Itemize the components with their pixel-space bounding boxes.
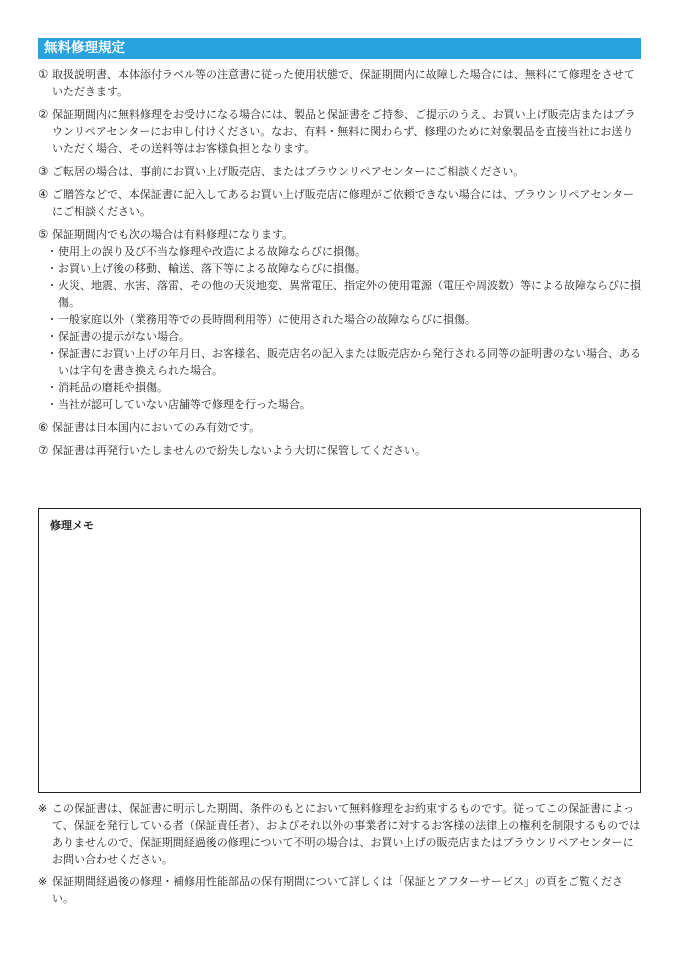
- repair-memo-box: [38, 508, 641, 793]
- condition-item: [38, 379, 641, 396]
- item-number: ②: [38, 107, 49, 121]
- note-mark: ※: [38, 802, 48, 815]
- section-title: 無料修理規定: [38, 38, 641, 59]
- condition-item: [38, 277, 641, 311]
- condition-text: 保証書の提示がない場合。: [58, 330, 190, 343]
- condition-text: 使用上の誤り及び不当な修理や改造による故障ならびに損傷。: [58, 245, 366, 258]
- condition-item: [38, 328, 641, 345]
- condition-text: お買い上げ後の移動、輸送、落下等による故障ならびに損傷。: [58, 262, 366, 275]
- condition-text: 当社が認可していない店舗等で修理を行った場合。: [58, 398, 311, 411]
- item-number: ⑤: [38, 227, 49, 241]
- condition-item: [38, 243, 641, 260]
- item-number: ③: [38, 164, 49, 178]
- item-number: ⑦: [38, 443, 49, 457]
- footnotes: [38, 800, 641, 912]
- terms-item-1: [38, 66, 641, 100]
- terms-item-5: [38, 226, 641, 413]
- item-text: 保証期間内でも次の場合は有料修理になります。: [52, 228, 294, 241]
- bullet-mark: ・: [46, 347, 58, 360]
- condition-text: 火災、地震、水害、落雷、その他の天災地変、異常電圧、指定外の使用電源（電圧や周波数）等による故障ならびに損傷。: [58, 279, 641, 309]
- bullet-mark: ・: [46, 330, 58, 343]
- paid-repair-conditions: [38, 243, 641, 413]
- terms-item-2: [38, 106, 641, 157]
- condition-text: 消耗品の磨耗や損傷。: [58, 381, 168, 394]
- bullet-mark: ・: [46, 313, 58, 326]
- bullet-mark: ・: [46, 245, 58, 258]
- item-number: ④: [38, 187, 49, 201]
- terms-list: [38, 66, 641, 465]
- item-text: 保証書は日本国内においてのみ有効です。: [52, 421, 261, 434]
- condition-text: 保証書にお買い上げの年月日、お客様名、販売店名の記入または販売店から発行される同等の証明書のない場合、あるいは字句を書き換えられた場合。: [58, 347, 641, 377]
- terms-item-6: [38, 419, 641, 436]
- bullet-mark: ・: [46, 398, 58, 411]
- bullet-mark: ・: [46, 279, 58, 292]
- terms-item-4: [38, 186, 641, 220]
- bullet-mark: ・: [46, 381, 58, 394]
- terms-item-3: [38, 163, 641, 180]
- bullet-mark: ・: [46, 262, 58, 275]
- repair-memo-label: 修理メモ: [50, 519, 94, 532]
- condition-item: [38, 311, 641, 328]
- item-text: 取扱説明書、本体添付ラベル等の注意書に従った使用状態で、保証期間内に故障した場合には、無料にて修理をさせていただきます。: [52, 68, 635, 98]
- item-text: 保証書は再発行いたしませんので紛失しないよう大切に保管してください。: [52, 444, 426, 457]
- footnote: [38, 873, 641, 907]
- item-number: ⑥: [38, 420, 49, 434]
- condition-text: 一般家庭以外（業務用等での長時間利用等）に使用された場合の故障ならびに損傷。: [58, 313, 476, 326]
- condition-item: [38, 260, 641, 277]
- item-number: ①: [38, 67, 49, 81]
- terms-item-7: [38, 442, 641, 459]
- condition-item: [38, 396, 641, 413]
- item-text: 保証期間内に無料修理をお受けになる場合には、製品と保証書をご持参、ご提示のうえ、お買い上げ販売店またはブラウンリペアセンターにお申し付けください。なお、有料・無料に関わらず、修理のために対象製品を直接当社にお送りいただく場合、その送料等はお客様負担となります。: [52, 108, 636, 155]
- footnote: [38, 800, 641, 868]
- note-mark: ※: [38, 875, 48, 888]
- item-text: ご贈答などで、本保証書に記入してあるお買い上げ販売店に修理がご依頼できない場合には、ブラウンリペアセンターにご相談ください。: [52, 188, 635, 218]
- note-text: 保証期間経過後の修理・補修用性能部品の保有期間について詳しくは「保証とアフターサービス」の頁をご覧ください。: [52, 875, 624, 905]
- note-text: この保証書は、保証書に明示した期間、条件のもとにおいて無料修理をお約束するものです。従ってこの保証書によって、保証を発行している者（保証責任者）、およびそれ以外の事業者に対するお客様の法律上の権利を制限するものではありませんので、保証期間経過後の修理について不明の場合は、お買い上げの販売店またはブラウンリペアセンターにお問い合わせください。: [52, 802, 641, 866]
- condition-item: [38, 345, 641, 379]
- item-text: ご転居の場合は、事前にお買い上げ販売店、またはブラウンリペアセンターにご相談ください。: [52, 165, 525, 178]
